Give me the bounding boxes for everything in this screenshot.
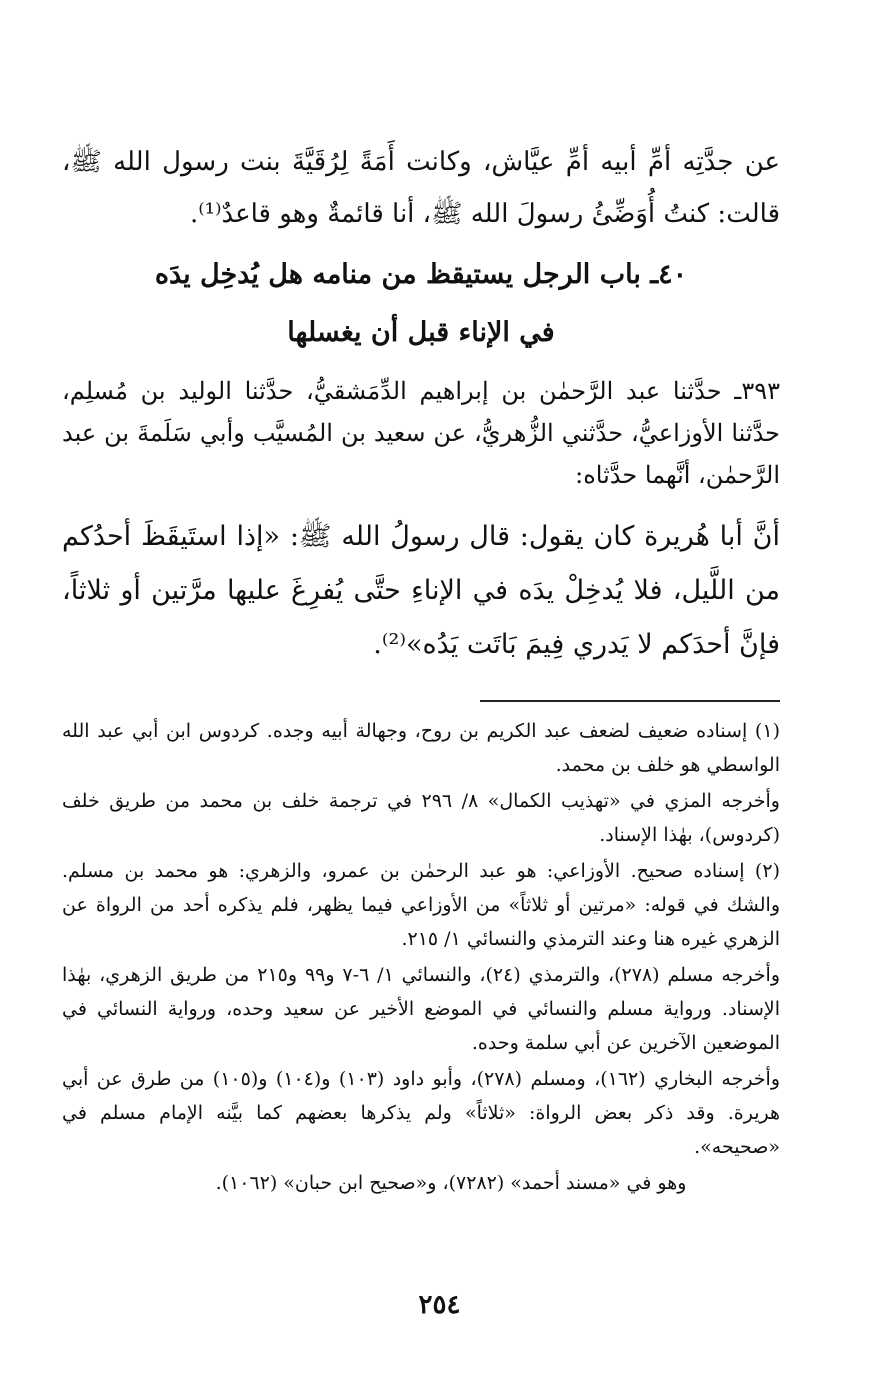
footnote-2-continued: وأخرجه مسلم (٢٧٨)، والترمذي (٢٤)، والنسائي ١/ ٦-٧ و٩٩ و٢١٥ من طريق الزهري، بهٰذا الإسناد. ورواية مسلم والنسائي في الموضع الأخير عن سعيد وحده، ورواية النسائي في الموضعين الآخرين عن أبي سلمة وحده. bbox=[62, 964, 781, 1054]
footnote-2-continued: وأخرجه البخاري (١٦٢)، ومسلم (٢٧٨)، وأبو داود (١٠٣) و(١٠٤) و(١٠٥) من طرق عن أبي هريرة. وقد ذكر بعض الرواة: «ثلاثاً» ولم يذكرها بعضهم كما بيَّنه الإمام مسلم في «صحيحه». bbox=[62, 1068, 780, 1158]
footnote-2: (٢) إسناده صحيح. الأوزاعي: هو عبد الرحمٰن بن عمرو، والزهري: هو محمد بن مسلم. والشك في قوله: «مرتين أو ثلاثاً» من الأوزاعي فيما يظهر، فلم يذكره أحد من الرواة عن الزهري غيره هنا وعند الترمذي والنسائي ١/ ٢١٥. bbox=[62, 860, 780, 950]
page-number: ٢٥٤ bbox=[418, 1290, 461, 1320]
chapter-heading bbox=[62, 246, 780, 362]
intro-paragraph: عن جدَّتِه أمِّ أبيه أمِّ عيَّاش، وكانت أَمَةً لِرُقَيَّةَ بنت رسول الله ﷺ، قالت: كنتُ أُوَضِّئُ رسولَ الله ﷺ، أنا قائمةٌ وهو قاعدٌ⁽¹⁾. bbox=[62, 147, 780, 229]
footnote-1: (١) إسناده ضعيف لضعف عبد الكريم بن روح، وجهالة أبيه وجده. كردوس ابن أبي عبد الله الواسطي هو خلف بن محمد. bbox=[62, 720, 780, 776]
footnote-2-continued: وهو في «مسند أحمد» (٧٢٨٢)، و«صحيح ابن حبان» (١٠٦٢). bbox=[215, 1172, 687, 1194]
page-body bbox=[62, 136, 781, 1194]
chapter-title-line-1: ٤٠ـ باب الرجل يستيقظ من منامه هل يُدخِل يدَه bbox=[154, 259, 688, 290]
footnote-1-continued: وأخرجه المزي في «تهذيب الكمال» ٨/ ٢٩٦ في ترجمة خلف بن محمد من طريق خلف (كردوس)، بهٰذا الإسناد. bbox=[62, 790, 780, 846]
chapter-title-line-2: في الإناء قبل أن يغسلها bbox=[287, 317, 555, 348]
footnotes bbox=[62, 714, 780, 1202]
hadith-matn: أنَّ أبا هُريرة كان يقول: قال رسولُ الله ﷺ: «إذا استَيقَظَ أحدُكم من اللَّيل، فلا يُدخِلْ يدَه في الإناءِ حتَّى يُفرِغَ عليها مرَّتين أو ثلاثاً، فإنَّ أحدَكم لا يَدري فِيمَ بَاتَت يَدُه»⁽²⁾. bbox=[62, 521, 780, 660]
hadith-isnad: ٣٩٣ـ حدَّثنا عبد الرَّحمٰن بن إبراهيم الدِّمَشقيُّ، حدَّثنا الوليد بن مُسلِم، حدَّثنا الأوزاعيُّ، حدَّثني الزُّهريُّ، عن سعيد بن المُسيَّب وأبي سَلَمةَ بن عبد الرَّحمٰن، أنَّهما حدَّثاه: bbox=[62, 377, 780, 489]
footnote-divider bbox=[480, 700, 780, 702]
